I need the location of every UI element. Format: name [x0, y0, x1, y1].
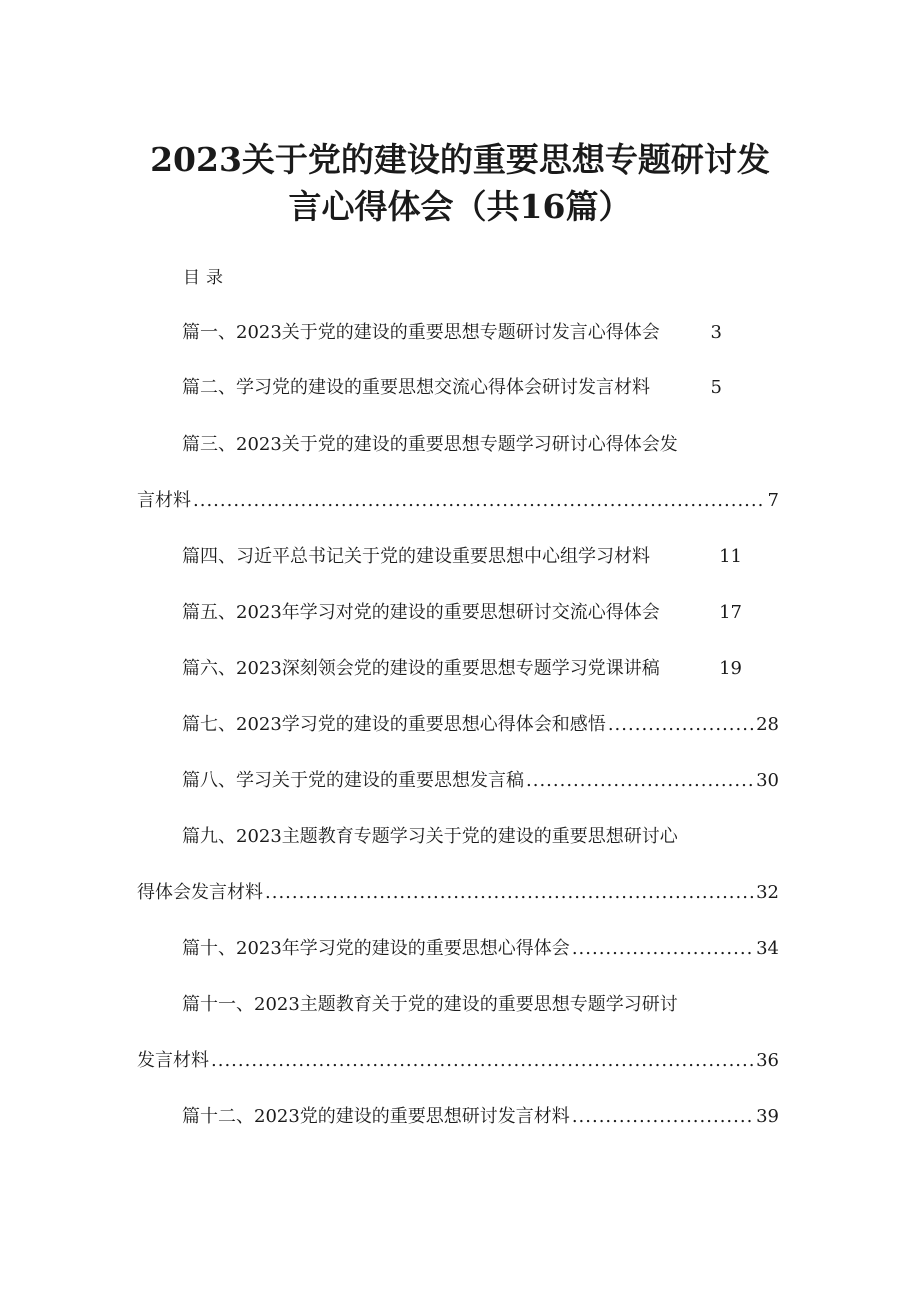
toc-page-number: 19: [719, 658, 742, 679]
document-title-line-2: 言心得体会（共16篇）: [288, 187, 632, 226]
toc-entry-9-continuation[interactable]: [137, 880, 779, 906]
toc-page-number: 28: [756, 714, 779, 735]
toc-entry-10[interactable]: [182, 936, 779, 962]
toc-entry-title-continuation: 发言材料: [137, 1050, 209, 1071]
toc-entry-title: 篇八、学习关于党的建设的重要思想发言稿: [182, 770, 524, 791]
toc-page-number: 34: [756, 938, 779, 959]
toc-entry-title: 篇六、2023深刻领会党的建设的重要思想专题学习党课讲稿: [182, 658, 660, 679]
toc-entry-1[interactable]: [182, 320, 722, 346]
toc-entry-title: 篇三、2023关于党的建设的重要思想专题学习研讨心得体会发: [182, 434, 678, 455]
dot-leader: [526, 768, 754, 794]
document-title-line-1: 2023关于党的建设的重要思想专题研讨发: [150, 140, 770, 179]
dot-leader: [572, 936, 754, 962]
toc-entry-title: 篇十一、2023主题教育关于党的建设的重要思想专题学习研讨: [182, 994, 678, 1015]
toc-entry-title-continuation: 言材料: [137, 490, 191, 511]
toc-entry-7[interactable]: [182, 712, 779, 738]
toc-entry-5[interactable]: [182, 600, 742, 626]
toc-entry-11[interactable]: [182, 992, 742, 1018]
toc-page-number: 17: [719, 602, 742, 623]
toc-page-number: 39: [756, 1106, 779, 1127]
toc-entry-title: 篇七、2023学习党的建设的重要思想心得体会和感悟: [182, 714, 606, 735]
toc-entry-8[interactable]: [182, 768, 779, 794]
toc-heading: 目录: [183, 268, 229, 288]
toc-page-number: 36: [756, 1050, 779, 1071]
dot-leader: [608, 712, 754, 738]
toc-entry-title: 篇九、2023主题教育专题学习关于党的建设的重要思想研讨心: [182, 826, 678, 847]
toc-entry-9[interactable]: [182, 824, 742, 850]
toc-entry-title-continuation: 得体会发言材料: [137, 882, 263, 903]
toc-entry-4[interactable]: [182, 544, 742, 570]
toc-entry-title: 篇五、2023年学习对党的建设的重要思想研讨交流心得体会: [182, 602, 660, 623]
toc-entry-11-continuation[interactable]: [137, 1048, 779, 1074]
toc-entry-title: 篇四、习近平总书记关于党的建设重要思想中心组学习材料: [182, 546, 650, 567]
toc-page-number: 7: [767, 490, 779, 511]
toc-entry-title: 篇十二、2023党的建设的重要思想研讨发言材料: [182, 1106, 570, 1127]
toc-page-number: 3: [710, 322, 722, 343]
toc-page-number: 11: [719, 546, 742, 567]
dot-leader: [211, 1048, 754, 1074]
dot-leader: [572, 1104, 754, 1130]
toc-entry-12[interactable]: [182, 1104, 779, 1130]
toc-entry-2[interactable]: [182, 375, 722, 401]
toc-page-number: 5: [710, 377, 722, 398]
toc-page-number: 30: [756, 770, 779, 791]
toc-entry-title: 篇十、2023年学习党的建设的重要思想心得体会: [182, 938, 570, 959]
toc-entry-3-continuation[interactable]: [137, 488, 779, 514]
dot-leader: [193, 488, 766, 514]
toc-entry-title: 篇一、2023关于党的建设的重要思想专题研讨发言心得体会: [182, 322, 660, 343]
toc-entry-6[interactable]: [182, 656, 742, 682]
toc-entry-3[interactable]: [182, 432, 742, 458]
dot-leader: [265, 880, 754, 906]
toc-entry-title: 篇二、学习党的建设的重要思想交流心得体会研讨发言材料: [182, 377, 650, 398]
toc-page-number: 32: [756, 882, 779, 903]
